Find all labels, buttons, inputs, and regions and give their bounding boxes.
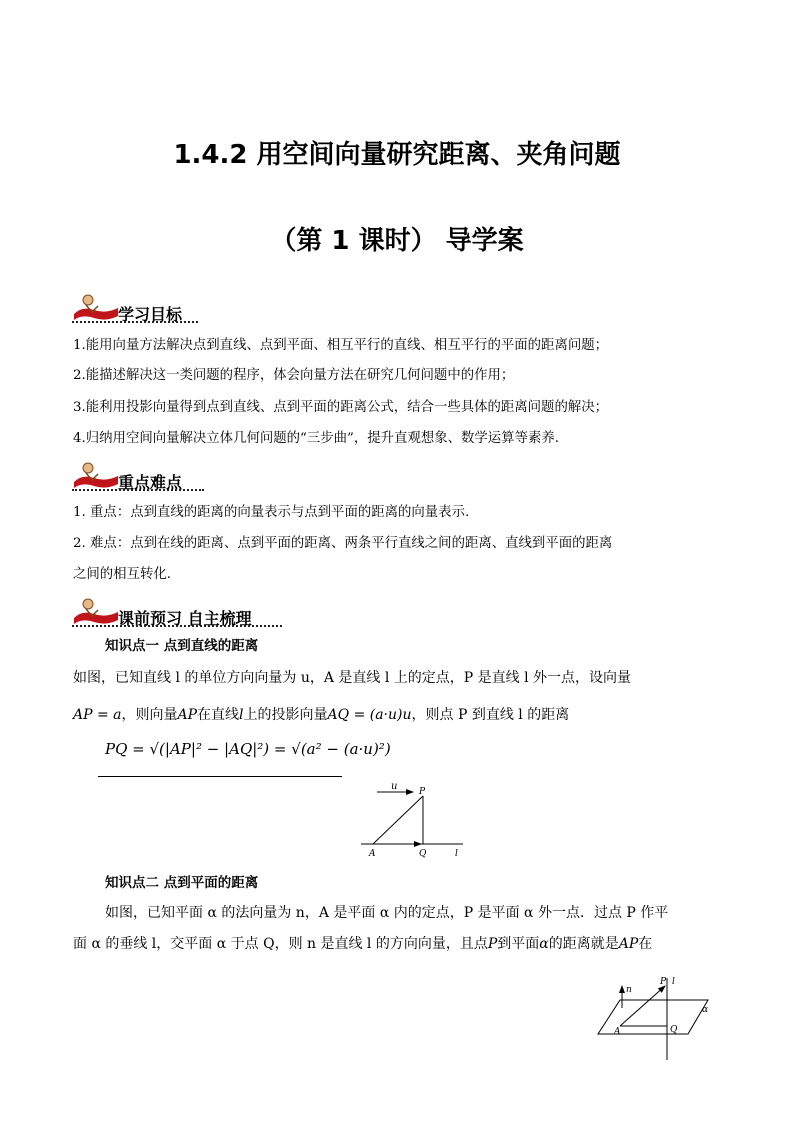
goal-item-3: 3.能利用投影向量得到点到直线、点到平面的距离公式，结合一些具体的距离问题的解决； bbox=[73, 400, 609, 415]
svg-text:P: P bbox=[660, 977, 667, 987]
svg-text:l: l bbox=[455, 849, 458, 859]
k2-paragraph-line1: 如图，已知平面 α 的法向量为 n，A 是平面 α 内的定点，P 是平面 α 外一点．过点 P 作平 bbox=[105, 905, 669, 921]
svg-text:Q: Q bbox=[670, 1025, 678, 1035]
distance-formula: PQ = √(|AP|² − |AQ|²) = √(a² − (a·u)²) bbox=[105, 740, 391, 758]
knowledge-point-2-title: 知识点二 点到平面的距离 bbox=[105, 875, 259, 891]
goal-item-4: 4.归纳用空间向量解决立体几何问题的“三步曲”，提升直观想象、数学运算等素养. bbox=[73, 431, 560, 446]
page-subtitle: （第 1 课时） 导学案 bbox=[270, 226, 524, 256]
svg-text:P: P bbox=[419, 787, 426, 797]
section-underline bbox=[72, 623, 282, 627]
segment-ap bbox=[373, 796, 423, 844]
goal-item-1: 1.能用向量方法解决点到直线、点到平面、相互平行的直线、相互平行的平面的距离问题； bbox=[73, 338, 609, 353]
section-preview-title: 课前预习 自主梳理 bbox=[118, 609, 252, 628]
vector-ap: AP bbox=[177, 707, 198, 723]
figure-point-to-line bbox=[355, 778, 470, 860]
page-title: 1.4.2 用空间向量研究距离、夹角问题 bbox=[173, 140, 621, 170]
formula-underline bbox=[98, 776, 342, 777]
svg-text:l: l bbox=[672, 977, 675, 987]
key-item-1: 1. 重点：点到直线的距离的向量表示与点到平面的距离的向量表示. bbox=[73, 505, 470, 520]
svg-text:n: n bbox=[626, 985, 632, 995]
vector-ap: AP bbox=[618, 936, 639, 952]
k1-paragraph-line2: AP = a，则向量AP在直线l上的投影向量AQ = (a·u)u，则点 P 到直线 l 的距离 bbox=[73, 707, 570, 723]
section-key-title: 重点难点 bbox=[118, 473, 183, 492]
k2-paragraph-line2: 面 α 的垂线 l，交平面 α 于点 Q，则 n 是直线 l 的方向向量，且点P到平面α的距离就是AP在 bbox=[73, 936, 653, 952]
section-underline bbox=[72, 487, 204, 491]
svg-text:A: A bbox=[614, 1027, 621, 1037]
key-item-2: 2. 难点：点到在线的距离、点到平面的距离、两条平行直线之间的距离、直线到平面的距离 bbox=[73, 536, 613, 551]
goal-item-2: 2.能描述解决这一类问题的程序，体会向量方法在研究几何问题中的作用； bbox=[73, 368, 515, 383]
svg-text:Q: Q bbox=[419, 849, 427, 859]
svg-text:u: u bbox=[391, 781, 398, 792]
svg-text:α: α bbox=[702, 1005, 709, 1015]
section-goals-title: 学习目标 bbox=[118, 305, 183, 324]
key-item-2-cont: 之间的相互转化. bbox=[73, 567, 171, 582]
eq-ap-equals-a: AP = a bbox=[73, 707, 122, 723]
svg-text:A: A bbox=[369, 849, 376, 859]
figure-point-to-plane bbox=[590, 972, 720, 1062]
k1-paragraph-line1: 如图，已知直线 l 的单位方向向量为 u，A 是直线 l 上的定点，P 是直线 l 外一点，设向量 bbox=[73, 670, 632, 686]
eq-projection-aq: AQ = (a·u)u bbox=[327, 707, 412, 723]
knowledge-point-1-title: 知识点一 点到直线的距离 bbox=[105, 638, 259, 654]
section-underline bbox=[72, 319, 198, 323]
